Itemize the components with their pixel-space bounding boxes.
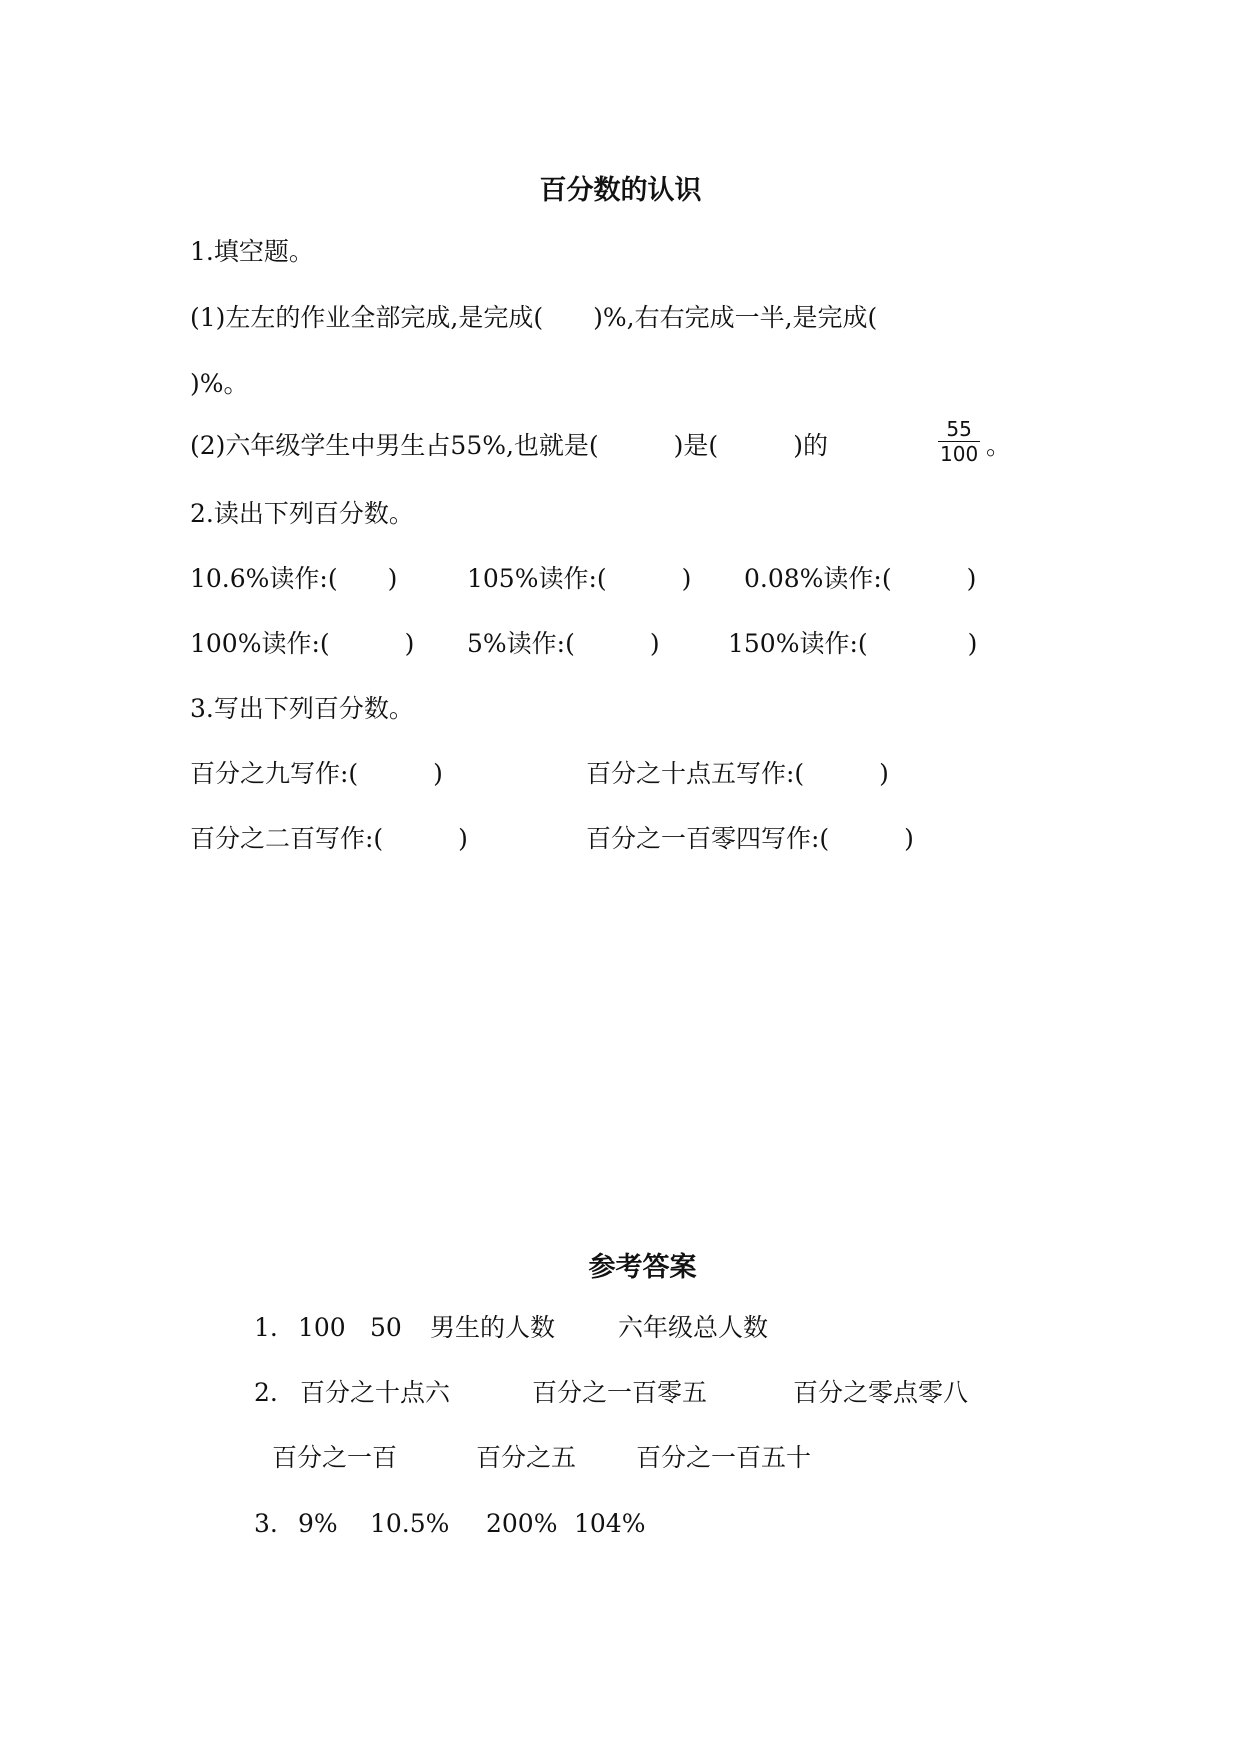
answer-item: 百分之五 <box>476 1443 577 1472</box>
answer-number: 3. <box>254 1509 278 1538</box>
answer-item: 百分之一百 <box>272 1443 398 1472</box>
answer-item: 男生的人数 <box>430 1313 556 1342</box>
q1-part1-line2: )%。 <box>190 369 249 398</box>
q2-item: 10.6%读作:( ) <box>190 564 398 593</box>
q3-item: 百分之九写作:( ) <box>190 759 443 788</box>
answer-item: 50 <box>370 1313 402 1342</box>
q1-part2-text: (2)六年级学生中男生占55%,也就是( )是( )的 <box>190 431 828 460</box>
answer-item: 10.5% <box>370 1509 450 1538</box>
q1-part1-line1: (1)左左的作业全部完成,是完成( )%,右右完成一半,是完成( <box>190 303 878 332</box>
q2-item: 150%读作:( ) <box>728 629 978 658</box>
q3-heading: 3.写出下列百分数。 <box>190 694 414 723</box>
answer-item: 百分之一百零五 <box>532 1378 708 1407</box>
q2-heading: 2.读出下列百分数。 <box>190 499 414 528</box>
answer-item: 200% <box>486 1509 558 1538</box>
q1-part2-end: 。 <box>986 431 1012 460</box>
q3-item: 百分之二百写作:( ) <box>190 824 468 853</box>
q2-item: 100%读作:( ) <box>190 629 415 658</box>
answer-item: 六年级总人数 <box>618 1313 769 1342</box>
q2-item: 0.08%读作:( ) <box>744 564 977 593</box>
answers-title: 参考答案 <box>588 1252 697 1283</box>
fraction-55-100 <box>938 418 980 465</box>
q2-item: 105%读作:( ) <box>467 564 692 593</box>
answer-item: 100 <box>298 1313 346 1342</box>
q3-item: 百分之十点五写作:( ) <box>586 759 889 788</box>
answer-number: 2. <box>254 1378 278 1407</box>
q1-heading: 1.填空题。 <box>190 237 314 266</box>
answer-item: 104% <box>574 1509 646 1538</box>
q1-part2 <box>190 429 828 463</box>
answer-item: 百分之一百五十 <box>636 1443 812 1472</box>
q2-item: 5%读作:( ) <box>467 629 660 658</box>
answer-number: 1. <box>254 1313 278 1342</box>
answer-item: 9% <box>298 1509 338 1538</box>
q3-item: 百分之一百零四写作:( ) <box>586 824 914 853</box>
fraction-numerator: 55 <box>946 417 972 441</box>
worksheet-title: 百分数的认识 <box>539 175 702 206</box>
fraction-denominator: 100 <box>940 442 979 466</box>
answer-item: 百分之十点六 <box>300 1378 451 1407</box>
answer-item: 百分之零点零八 <box>793 1378 969 1407</box>
